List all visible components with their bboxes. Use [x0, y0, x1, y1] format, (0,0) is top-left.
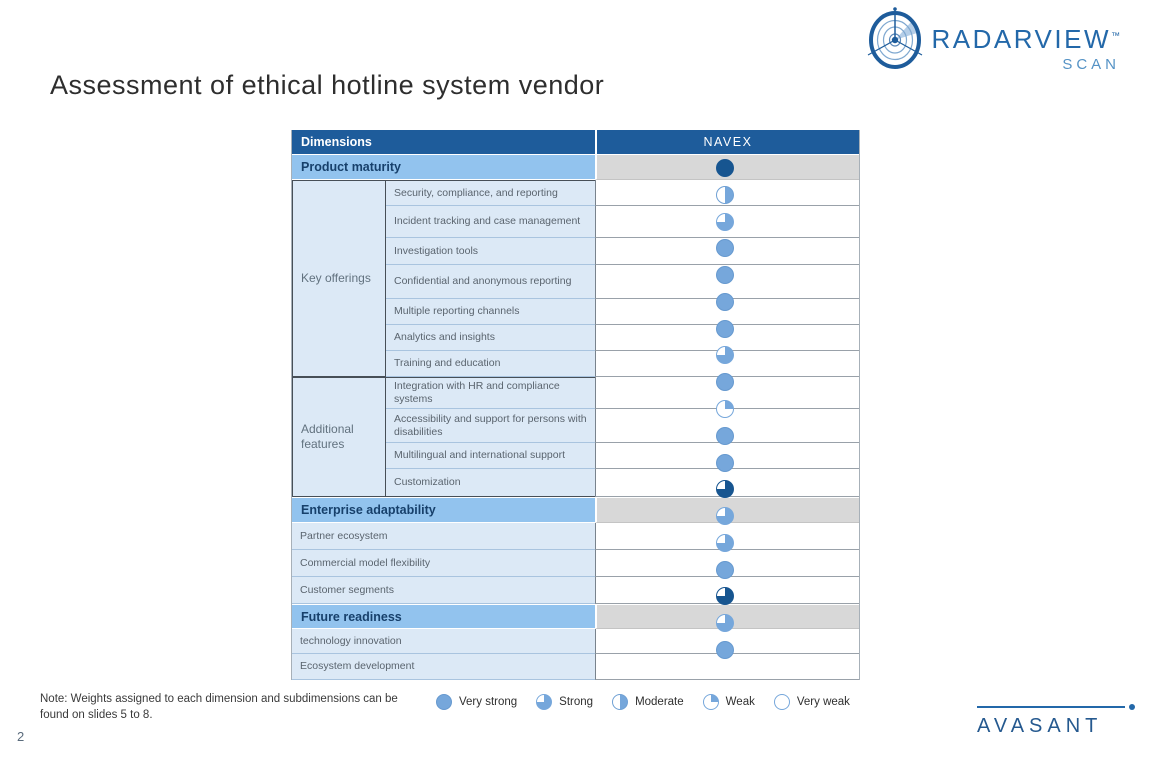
subdimension-label: Security, compliance, and reporting: [394, 186, 558, 199]
legend-item: [774, 694, 850, 710]
subdimension-label: technology innovation: [300, 634, 402, 647]
radarview-scan-label: SCAN: [1062, 56, 1120, 73]
legend-item: [436, 694, 517, 710]
rating-icon-very-strong: [716, 641, 734, 659]
subdimension-row: [292, 629, 859, 654]
legend-label: Moderate: [635, 696, 684, 708]
dimension-row-enterprise-adaptability: [292, 497, 859, 523]
vendor-column-header: NAVEX: [595, 130, 859, 154]
avasant-logo-line: [977, 706, 1125, 708]
radarview-logo: [866, 6, 1121, 75]
rating-icon-very-strong: [716, 427, 734, 445]
rating-icon-weak: [716, 400, 734, 418]
avasant-logo: [977, 706, 1135, 738]
subdimension-row: [292, 654, 859, 680]
subdimension-label: Accessibility and support for persons with disabilities: [394, 412, 587, 438]
dimension-label: Future readiness: [292, 604, 595, 629]
subdimension-row: [292, 523, 859, 550]
legend-label: Weak: [725, 696, 755, 708]
subdimension-row: [292, 550, 859, 577]
group-cell-additional-features: Additional features: [292, 377, 386, 497]
rating-legend: [436, 694, 850, 710]
rating-icon-strong: [716, 507, 734, 525]
subdimension-label: Confidential and anonymous reporting: [394, 275, 572, 288]
subdimension-label: Ecosystem development: [300, 660, 415, 673]
subdimension-label: Customization: [394, 476, 461, 489]
rating-icon-very-strong: [716, 454, 734, 472]
dimension-row-future-readiness: [292, 604, 859, 629]
assessment-table: [291, 130, 860, 680]
page-title: Assessment of ethical hotline system vendor: [50, 70, 605, 100]
dimension-label: Enterprise adaptability: [292, 497, 595, 523]
radarview-wordmark: RADARVIEW™: [931, 24, 1120, 54]
legend-label: Strong: [559, 696, 594, 708]
legend-icon-very-weak: [774, 694, 790, 710]
rating-icon-strong-dark: [716, 587, 734, 605]
avasant-logo-dot: [1129, 704, 1135, 710]
legend-icon-very-strong: [436, 694, 452, 710]
subdimension-label: Multiple reporting channels: [394, 305, 520, 318]
rating-icon-very-strong: [716, 561, 734, 579]
subdimension-label: Multilingual and international support: [394, 449, 566, 462]
dimensions-column-header: Dimensions: [292, 130, 595, 154]
legend-label: Very weak: [796, 696, 850, 708]
subdimension-label: Customer segments: [300, 583, 394, 596]
radar-icon: [866, 6, 924, 75]
rating-icons-column: [716, 130, 736, 680]
rating-icon-moderate: [716, 186, 734, 204]
legend-icon-strong: [536, 694, 552, 710]
table-header-row: [292, 130, 859, 154]
page-number: 2: [17, 729, 25, 744]
rating-icon-very-strong-dark: [716, 159, 734, 177]
trademark-symbol: ™: [1111, 30, 1120, 41]
subdimension-row: [292, 577, 859, 604]
legend-icon-moderate: [612, 694, 628, 710]
footnote: Note: Weights assigned to each dimension and subdimensions can be found on slides 5 to 8.: [40, 693, 398, 721]
avasant-wordmark: AVASANT: [977, 715, 1103, 737]
legend-item: [703, 694, 755, 710]
group-cell-key-offerings: Key offerings: [292, 180, 386, 377]
dimension-label: Product maturity: [292, 154, 595, 180]
subdimension-label: Analytics and insights: [394, 331, 495, 344]
subdimension-label: Training and education: [394, 357, 501, 370]
rating-icon-very-strong: [716, 239, 734, 257]
subdimension-label: Commercial model flexibility: [300, 556, 431, 569]
legend-label: Very strong: [459, 696, 518, 708]
rating-icon-very-strong: [716, 320, 734, 338]
rating-icon-strong: [716, 346, 734, 364]
subdimension-label: Investigation tools: [394, 244, 479, 257]
subdimension-label: Integration with HR and compliance systems: [394, 380, 560, 405]
legend-item: [536, 694, 593, 710]
rating-icon-strong: [716, 534, 734, 552]
rating-icon-very-strong: [716, 293, 734, 311]
rating-icon-strong-dark: [716, 480, 734, 498]
subdimension-label: Partner ecosystem: [300, 529, 388, 542]
rating-icon-very-strong: [716, 373, 734, 391]
legend-icon-weak: [703, 694, 719, 710]
rating-icon-strong: [716, 614, 734, 632]
subdimension-label: Incident tracking and case management: [394, 215, 581, 228]
rating-icon-very-strong: [716, 266, 734, 284]
rating-icon-strong: [716, 213, 734, 231]
dimension-row-product-maturity: [292, 154, 859, 180]
legend-item: [612, 694, 684, 710]
